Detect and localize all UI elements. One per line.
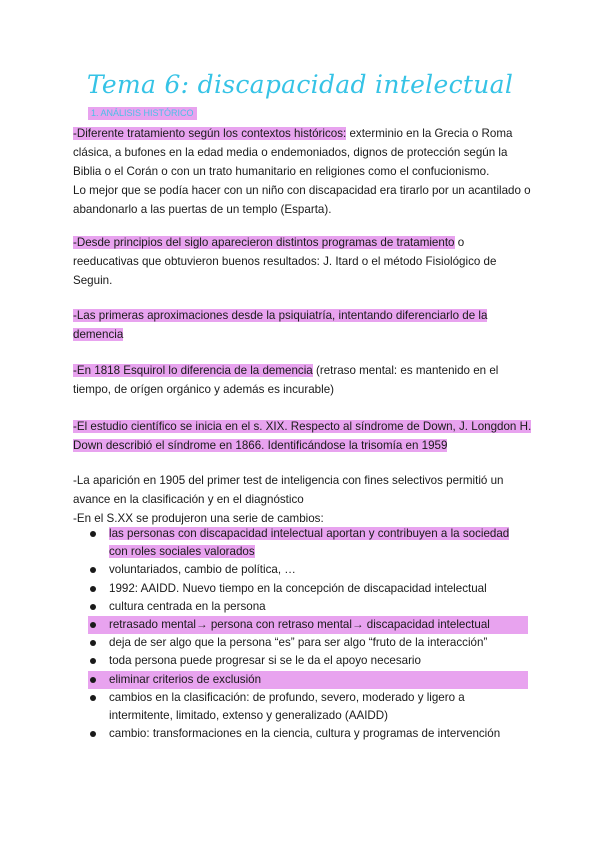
highlighted-text: -Diferente tratamiento según los contextos históricos: [73,127,347,140]
list-item [88,725,528,743]
bullet-icon [90,640,96,646]
bullet-icon [90,695,96,701]
paragraph-text: (retraso mental: es mantenido en el tiempo, de orígen orgánico y además es incurable) [73,364,499,396]
bullet-icon [90,531,96,537]
list-item-text: 1992: AAIDD. Nuevo tiempo en la concepción de discapacidad intelectual [109,581,487,595]
changes-list [88,525,528,743]
list-item-text: las personas con discapacidad intelectual aportan y contribuyen a la sociedad con roles sociales valorados [109,527,510,559]
list-item-text: voluntariados, cambio de política, … [109,563,296,577]
paragraph-intelligence-test [73,471,533,528]
list-item [88,525,528,561]
list-item [88,634,528,652]
bullet-icon [90,604,96,610]
list-item-text: cultura centrada en la persona [109,599,266,613]
highlighted-text: -Las primeras aproximaciones desde la psiquiatría, intentando diferenciarlo de la demencia [73,309,488,341]
list-item-text: cambios en la clasificación: de profundo, severo, moderado y ligero a intermitente, limitado, extenso y generalizado (AAIDD) [109,690,465,723]
list-item-text: cambio: transformaciones en la ciencia, cultura y programas de intervención [109,727,501,741]
bullet-icon [90,658,96,664]
list-item [88,689,528,725]
section-heading: 1. ANÁLISIS HISTÓRICO [88,107,197,120]
bullet-icon [90,567,96,573]
bullet-icon [90,586,96,592]
highlighted-text: -El estudio científico se inicia en el s. XIX. Respecto al síndrome de Down, J. Longdon H. Down describió el síndrome en 1866. Identificándose la trisomía en 1959 [73,420,532,452]
paragraph-text: -La aparición en 1905 del primer test de inteligencia con fines selectivos permitió un avance en la clasificación y en el diagnóstico [73,474,504,506]
paragraph-text: -En el S.XX se produjeron una serie de cambios: [73,512,324,525]
bullet-icon [90,677,96,683]
paragraph-text: exterminio en la Grecia o Roma clásica, a bufones en la edad media o endemoniados, dignos de protección según la Biblia o el Corán o con un trato humanitario en religiones como el confucionismo. [73,127,513,178]
paragraph-scientific-study [73,417,533,455]
paragraph-psychiatry [73,306,533,344]
list-item-text: retrasado mental→ persona con retraso mental→ discapacidad intelectual [109,618,490,632]
list-item-text: deja de ser algo que la persona “es” para ser algo “fruto de la interacción” [109,636,488,650]
paragraph-treatment-programs [73,233,533,290]
bullet-icon [90,731,96,737]
list-item-text: eliminar criterios de exclusión [109,672,262,686]
list-item [88,580,528,598]
list-item [88,671,528,689]
list-item [88,598,528,616]
list-item [88,652,528,670]
list-item-text: toda persona puede progresar si se le da el apoyo necesario [109,654,421,668]
highlighted-text: -En 1818 Esquirol lo diferencia de la demencia [73,364,313,377]
list-item [88,616,528,634]
highlighted-text: -Desde principios del siglo aparecieron distintos programas de tratamiento [73,236,455,249]
paragraph-text: o reeducativas que obtuvieron buenos resultados: J. Itard o el método Fisiológico de Seguin. [73,236,497,287]
page-title: Tema 6: discapacidad intelectual [86,70,514,99]
list-item [88,561,528,579]
paragraph-text: Lo mejor que se podía hacer con un niño con discapacidad era tirarlo por un acantilado o abandonarlo a las puertas de un templo (Esparta). [73,184,531,216]
paragraph-esquirol [73,361,533,399]
bullet-icon [90,622,96,628]
paragraph-historical-treatment [73,124,533,219]
